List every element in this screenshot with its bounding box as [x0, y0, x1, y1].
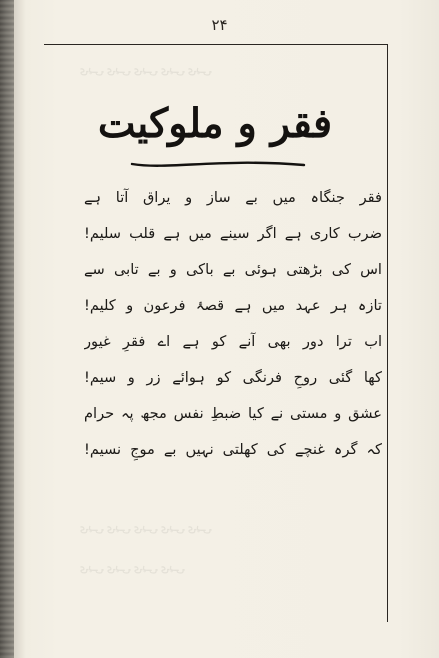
bleed-through-text: ۍؠۍ ۍؠۍ ۍؠۍ ۍؠۍ ۍؠۍ [80, 62, 211, 77]
poem-line: اب ترا دور بھی آنے کو ہے اے فقرِ غیور [84, 333, 382, 350]
bleed-through-text: ۍؠۍ ۍؠۍ ۍؠۍ ۍؠۍ ۍؠۍ [80, 520, 211, 535]
frame-rule-top [44, 44, 387, 45]
poem-line: اس کی بڑھتی ہوئی بے باکی و بے تابی سے [84, 261, 382, 278]
poem-line: فقر جنگاہ میں بے ساز و یراق آتا ہے [84, 189, 382, 206]
bleed-through-text: ۍؠۍ ۍؠۍ ۍؠۍ ۍؠۍ [80, 560, 184, 575]
title-flourish [128, 156, 308, 170]
book-binding-edge [0, 0, 14, 658]
frame-rule-right [387, 44, 388, 622]
poem-title: فقر و ملوکیت [97, 100, 333, 147]
poem-line: کہ گرہ غنچے کی کھلتی نہیں بے موجِ نسیم! [84, 441, 382, 458]
poem-line: عشق و مستی نے کیا ضبطِ نفس مجھ پہ حرام [84, 405, 382, 422]
poem-line: تازہ ہر عہد میں ہے قصۂ فرعون و کلیم! [84, 297, 382, 314]
poem-body [84, 180, 382, 500]
page-number: ۲۴ [211, 16, 228, 34]
poem-line: ضرب کاری ہے اگر سینے میں ہے قلب سلیم! [84, 225, 382, 242]
poem-line: کھا گئی روحِ فرنگی کو ہوائے زر و سیم! [84, 369, 382, 386]
